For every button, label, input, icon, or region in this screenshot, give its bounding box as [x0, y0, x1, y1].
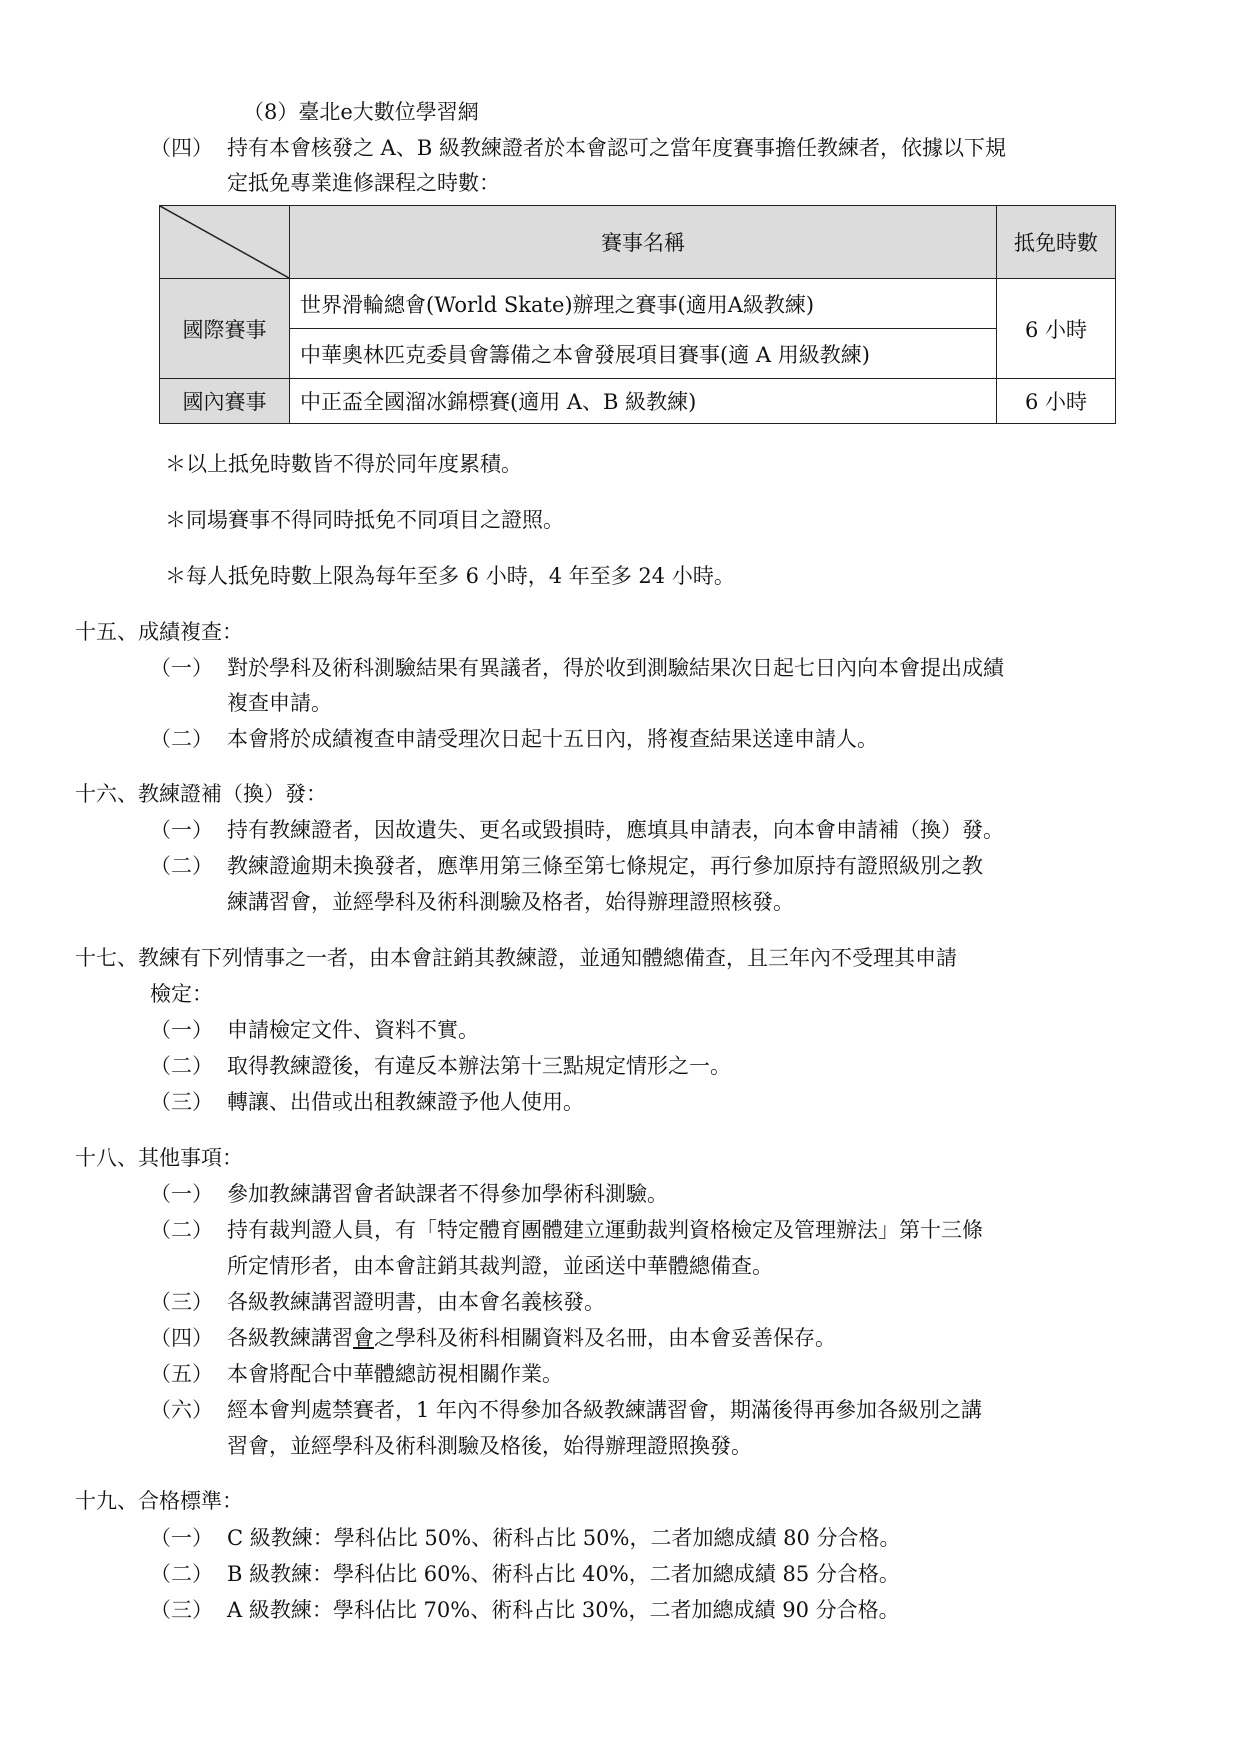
s17-item2-number: （二） — [150, 1054, 213, 1078]
s17-item2-line1: 取得教練證後，有違反本辦法第十三點規定情形之一。 — [227, 1054, 731, 1078]
event-name-header: 賽事名稱 — [290, 206, 997, 279]
s18-item5-line1: 本會將配合中華體總訪視相關作業。 — [227, 1362, 563, 1386]
s19-item1-line1: C 級教練：學科佔比 50%、術科占比 50%，二者加總成績 80 分合格。 — [227, 1526, 901, 1550]
s18-item4-part-c: 之學科及術科相關資料及名冊，由本會妥善保存。 — [374, 1326, 836, 1350]
s17-item1-line1: 申請檢定文件、資料不實。 — [227, 1018, 479, 1042]
section-16-title: 十六、教練證補（換）發： — [75, 782, 327, 806]
s18-item6-line2: 習會，並經學科及術科測驗及格後，始得辦理證照換發。 — [227, 1434, 752, 1458]
domestic-event: 中正盃全國溜冰錦標賽(適用 A、B 級教練) — [290, 379, 997, 424]
s18-item6-line1: 經本會判處禁賽者，1 年內不得參加各級教練講習會，期滿後得再參加各級別之講 — [227, 1398, 983, 1422]
s18-item1-line1: 參加教練講習會者缺課者不得參加學術科測驗。 — [227, 1182, 668, 1206]
domestic-hours: 6 小時 — [997, 379, 1116, 424]
s16-item2-number: （二） — [150, 854, 213, 878]
s16-item2-line1: 教練證逾期未換發者，應準用第三條至第七條規定，再行參加原持有證照級別之教 — [227, 854, 983, 878]
s17-item3-number: （三） — [150, 1090, 213, 1114]
item-4-line2: 定抵免專業進修課程之時數： — [227, 171, 500, 195]
s16-item1-line1: 持有教練證者，因故遺失、更名或毀損時，應填具申請表，向本會申請補（換）發。 — [227, 818, 1004, 842]
item-4-line1: 持有本會核發之 A、B 級教練證者於本會認可之當年度賽事擔任教練者，依據以下規 — [227, 136, 1006, 160]
s16-item1-number: （一） — [150, 818, 213, 842]
s18-item3-number: （三） — [150, 1290, 213, 1314]
s16-item2-line2: 練講習會，並經學科及術科測驗及格者，始得辦理證照核發。 — [227, 890, 794, 914]
section-19-title: 十九、合格標準： — [75, 1489, 243, 1513]
s18-item4-line1 — [227, 1323, 836, 1353]
s18-item4-part-a: 各級教練講習 — [227, 1326, 353, 1350]
section-15-title: 十五、成績複查： — [75, 620, 243, 644]
item-8-text: （8）臺北e大數位學習網 — [243, 100, 479, 124]
intl-event-1: 世界滑輪總會(World Skate)辦理之賽事(適用A級教練) — [290, 279, 997, 329]
exempt-hours-header: 抵免時數 — [997, 206, 1116, 279]
section-17-title-line1: 十七、教練有下列情事之一者，由本會註銷其教練證，並通知體總備查，且三年內不受理其申請 — [75, 946, 957, 970]
s19-item2-number: （二） — [150, 1562, 213, 1586]
item-4-number: （四） — [150, 136, 213, 160]
s18-item2-line2: 所定情形者，由本會註銷其裁判證，並函送中華體總備查。 — [227, 1254, 773, 1278]
intl-event-2: 中華奧林匹克委員會籌備之本會發展項目賽事(適 A 用級教練) — [290, 329, 997, 379]
section-18-title: 十八、其他事項： — [75, 1146, 243, 1170]
table-row — [160, 279, 1116, 329]
s15-item1-line2: 複查申請。 — [227, 691, 332, 715]
international-category: 國際賽事 — [160, 279, 290, 379]
note-1: ＊以上抵免時數皆不得於同年度累積。 — [165, 452, 522, 476]
s18-item1-number: （一） — [150, 1182, 213, 1206]
s18-item2-number: （二） — [150, 1218, 213, 1242]
s18-item2-line1: 持有裁判證人員，有「特定體育團體建立運動裁判資格檢定及管理辦法」第十三條 — [227, 1218, 983, 1242]
diagonal-header-cell — [160, 206, 290, 279]
note-3: ＊每人抵免時數上限為每年至多 6 小時，4 年至多 24 小時。 — [165, 564, 735, 588]
s17-item1-number: （一） — [150, 1018, 213, 1042]
s15-item2-number: （二） — [150, 727, 213, 751]
s19-item3-number: （三） — [150, 1598, 213, 1622]
s19-item2-line1: B 級教練：學科佔比 60%、術科占比 40%，二者加總成績 85 分合格。 — [227, 1562, 900, 1586]
s19-item1-number: （一） — [150, 1526, 213, 1550]
diagonal-line-icon — [160, 206, 289, 278]
s15-item1-number: （一） — [150, 656, 213, 680]
s15-item2-line1: 本會將於成績複查申請受理次日起十五日內，將複查結果送達申請人。 — [227, 727, 878, 751]
exemption-table — [159, 205, 1116, 424]
table-row — [160, 329, 1116, 379]
domestic-category: 國內賽事 — [160, 379, 290, 424]
s18-item4-underlined: 會 — [353, 1326, 374, 1350]
s18-item3-line1: 各級教練講習證明書，由本會名義核發。 — [227, 1290, 605, 1314]
table-row — [160, 379, 1116, 424]
table-header-row — [160, 206, 1116, 279]
s18-item5-number: （五） — [150, 1362, 213, 1386]
s17-item3-line1: 轉讓、出借或出租教練證予他人使用。 — [227, 1090, 584, 1114]
s18-item4-number: （四） — [150, 1326, 213, 1350]
note-2: ＊同場賽事不得同時抵免不同項目之證照。 — [165, 508, 564, 532]
s18-item6-number: （六） — [150, 1398, 213, 1422]
s19-item3-line1: A 級教練：學科佔比 70%、術科占比 30%，二者加總成績 90 分合格。 — [227, 1598, 900, 1622]
s15-item1-line1: 對於學科及術科測驗結果有異議者，得於收到測驗結果次日起七日內向本會提出成績 — [227, 656, 1004, 680]
section-17-title-line2: 檢定： — [150, 982, 213, 1006]
intl-hours: 6 小時 — [997, 279, 1116, 379]
